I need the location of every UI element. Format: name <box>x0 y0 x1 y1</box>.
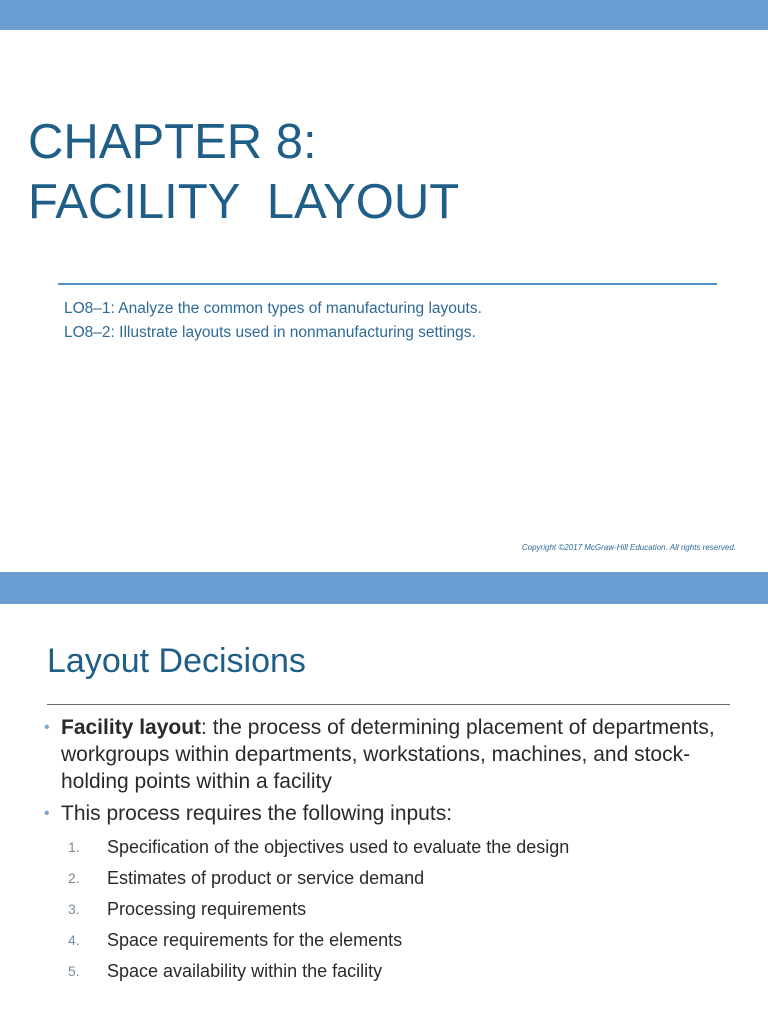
list-item <box>44 832 744 863</box>
list-text: Processing requirements <box>107 899 307 919</box>
slide-title: Layout Decisions <box>47 642 306 680</box>
list-text: Estimates of product or service demand <box>107 868 425 888</box>
list-text: Space requirements for the elements <box>107 930 403 950</box>
bullet-dot-icon: • <box>44 719 50 736</box>
list-text: Specification of the objectives used to evaluate the design <box>107 837 570 857</box>
list-item <box>44 925 744 956</box>
list-item <box>44 894 744 925</box>
definition-text: : the process of determining placement of departments, workgroups within departments, workstations, machines, and stock-holding points within a facility <box>61 716 715 793</box>
title-divider <box>58 283 717 285</box>
list-number: 3. <box>68 901 80 917</box>
list-item <box>44 863 744 894</box>
slide-layout-decisions <box>0 572 768 1024</box>
chapter-title <box>28 112 459 232</box>
chapter-title-line1: CHAPTER 8: <box>28 115 317 169</box>
copyright-notice: Copyright ©2017 McGraw-Hill Education. All rights reserved. <box>521 543 736 552</box>
learning-objectives <box>64 297 482 345</box>
list-item <box>44 956 744 987</box>
slide-header-bar <box>0 572 768 604</box>
list-number: 5. <box>68 963 80 979</box>
bullet-item <box>44 714 744 795</box>
definition-term: Facility layout <box>61 716 202 739</box>
bullet-list <box>44 714 744 987</box>
bullet-dot-icon: • <box>44 805 50 822</box>
list-number: 1. <box>68 839 80 855</box>
list-number: 2. <box>68 870 80 886</box>
objective-item: LO8–2: Illustrate layouts used in nonmanufacturing settings. <box>64 324 476 341</box>
bullet-item <box>44 800 744 827</box>
bullet-text: This process requires the following inputs: <box>61 802 453 825</box>
chapter-title-line2: FACILITY LAYOUT <box>28 175 460 229</box>
title-divider <box>47 704 730 705</box>
inputs-list <box>44 832 744 987</box>
objective-item: LO8–1: Analyze the common types of manufacturing layouts. <box>64 300 482 317</box>
list-text: Space availability within the facility <box>107 961 383 981</box>
list-number: 4. <box>68 932 80 948</box>
slide-header-bar <box>0 0 768 30</box>
